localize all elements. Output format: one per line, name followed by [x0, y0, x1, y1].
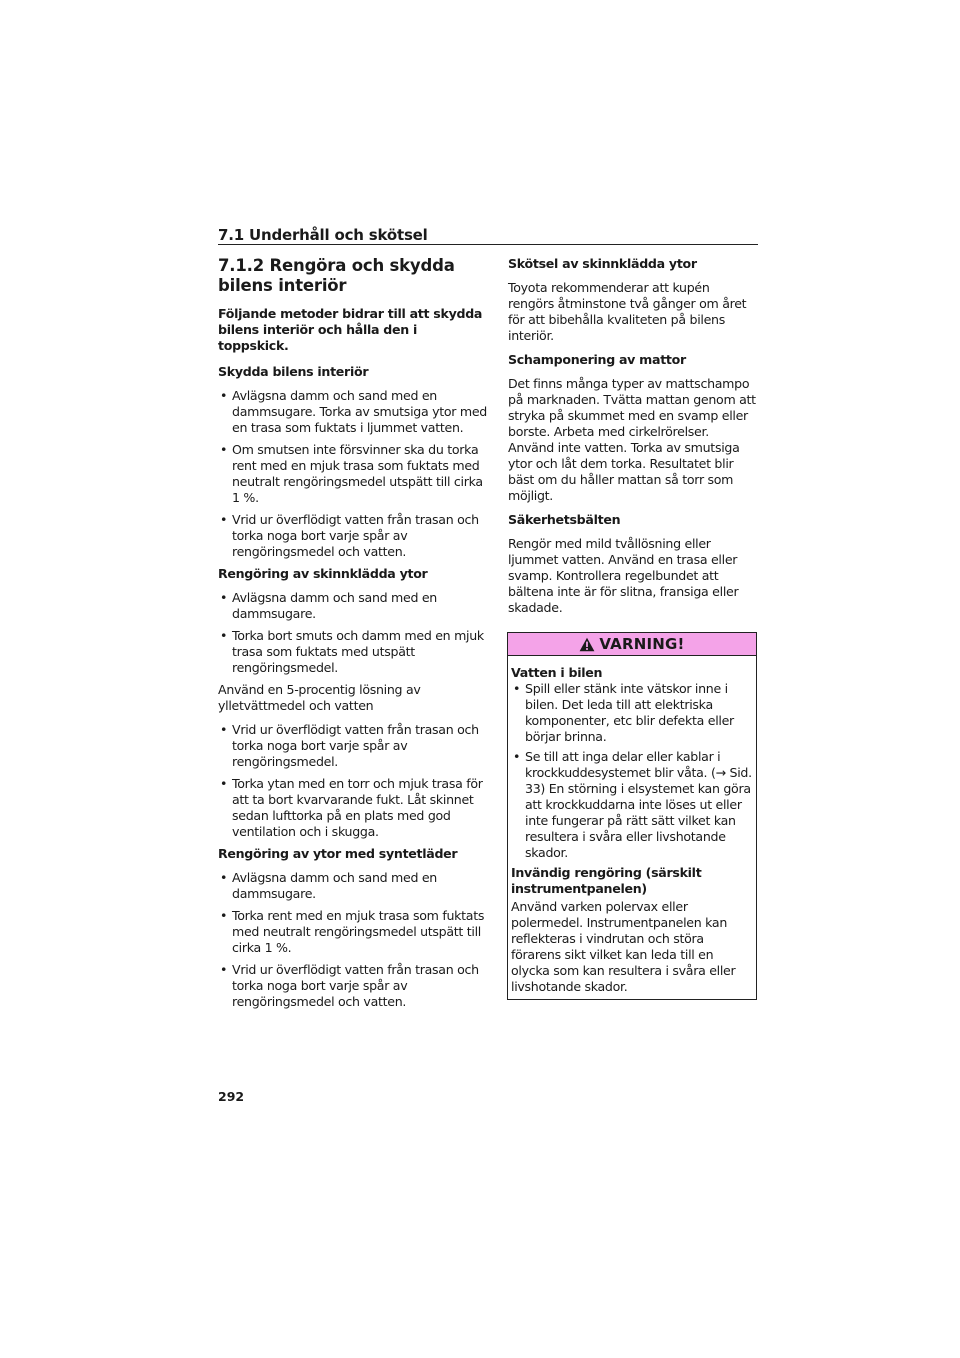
list-item: • Avlägsna damm och sand med en dammsugare. — [218, 590, 488, 622]
warning-heading: VARNING! — [599, 635, 685, 653]
leather-title: Rengöring av skinnklädda ytor — [218, 566, 428, 581]
list-item: • Om smutsen inte försvinner ska du torka rent med en mjuk trasa som fuktats med neutralt rengöringsmedel utspätt till cirka 1 %. — [218, 442, 488, 506]
list-item: • Vrid ur överflödigt vatten från trasan och torka noga bort varje spår av rengöringsmedel. — [218, 722, 488, 770]
carpet-text: Det finns många typer av mattschampo på marknaden. Tvätta mattan genom att stryka på skummet med en svamp eller borste. Arbeta med cirkelrörelser. Använd inte vatten. Torka av smutsiga ytor och låt dem torka. Resultatet blir bäst om du håller mattan så torr som möjligt. — [508, 376, 756, 503]
list-item: • Vrid ur överflödigt vatten från trasan och torka noga bort varje spår av rengöringsmedel och vatten. — [218, 962, 488, 1010]
belts-title: Säkerhetsbälten — [508, 512, 621, 527]
warning-box — [507, 632, 757, 1000]
left-column — [218, 256, 488, 1016]
lead-paragraph: Följande metoder bidrar till att skydda bilens interiör och hålla den i toppskick. — [218, 306, 483, 353]
water-title: Vatten i bilen — [511, 665, 603, 680]
care-text: Toyota rekommenderar att kupén rengörs åtminstone två gånger om året för att bibehålla kvaliteten på bilens interiör. — [508, 280, 747, 343]
water-list — [511, 681, 753, 861]
warning-header — [508, 633, 756, 656]
inner-title: Invändig rengöring (särskilt instrumentpanelen) — [511, 865, 702, 896]
list-item: • Vrid ur överflödigt vatten från trasan och torka noga bort varje spår av rengöringsmedel och vatten. — [218, 512, 488, 560]
section-title: 7.1.2 Rengöra och skydda bilens interiör — [218, 256, 455, 295]
warning-triangle-icon — [579, 637, 595, 652]
protect-title: Skydda bilens interiör — [218, 364, 369, 379]
list-item: • Avlägsna damm och sand med en dammsugare. — [218, 870, 488, 902]
inner-text: Använd varken polervax eller polermedel. Instrumentpanelen kan reflekteras i vindrutan och störa förarens sikt vilket kan leda till en olycka som kan resultera i svåra eller livshotande skador. — [511, 899, 736, 994]
list-item: • Torka bort smuts och damm med en mjuk trasa som fuktats med utspätt rengöringsmedel. — [218, 628, 488, 676]
page-number: 292 — [218, 1089, 245, 1104]
warning-body — [508, 656, 756, 995]
list-item: • Avlägsna damm och sand med en dammsugare. Torka av smutsiga ytor med en trasa som fuktats i ljummet vatten. — [218, 388, 488, 436]
header-rule — [218, 244, 758, 245]
belts-text: Rengör med mild tvållösning eller ljummet vatten. Använd en trasa eller svamp. Kontrollera regelbundet att bältena inte är för slitna, fransiga eller skadade. — [508, 536, 739, 615]
right-column — [508, 256, 758, 624]
synthetic-list — [218, 870, 488, 1010]
list-item: • Se till att inga delar eller kablar i krockkuddesystemet blir våta. (→ Sid. 33) En störning i elsystemet kan göra att krockkuddarna inte löses ut eller inte fungerar på rätt sätt vilket kan resultera i svåra eller livshotande skador. — [511, 749, 753, 861]
carpet-title: Schamponering av mattor — [508, 352, 686, 367]
list-item: • Spill eller stänk inte vätskor inne i bilen. Det leda till att elektriska komponenter, etc blir defekta eller börjar brinna. — [511, 681, 753, 745]
care-title: Skötsel av skinnklädda ytor — [508, 256, 697, 271]
protect-list — [218, 388, 488, 560]
list-item: • Torka ytan med en torr och mjuk trasa för att ta bort kvarvarande fukt. Låt skinnet sedan lufttorka på en plats med god ventilation och i skugga. — [218, 776, 488, 840]
leather-list — [218, 590, 488, 676]
synthetic-title: Rengöring av ytor med syntetläder — [218, 846, 458, 861]
list-item: • Torka rent med en mjuk trasa som fuktats med neutralt rengöringsmedel utspätt till cirka 1 %. — [218, 908, 488, 956]
chapter-header: 7.1 Underhåll och skötsel — [218, 226, 428, 244]
leather-note: Använd en 5-procentig lösning av ylletvättmedel och vatten — [218, 682, 421, 713]
leather-list-2 — [218, 722, 488, 840]
